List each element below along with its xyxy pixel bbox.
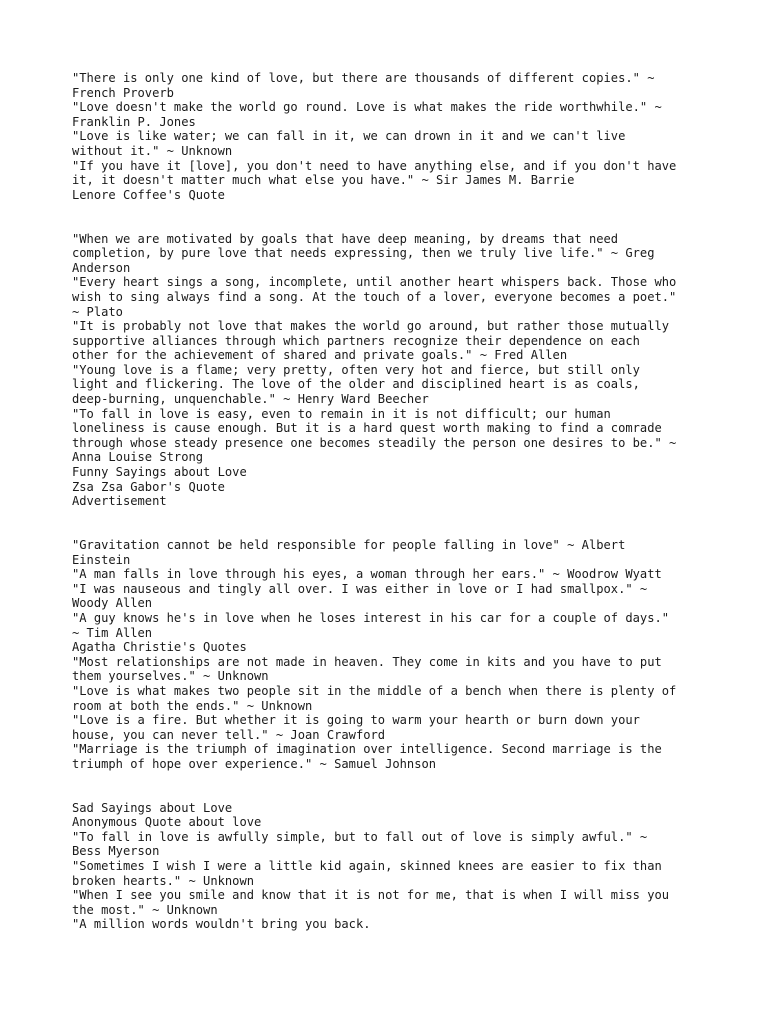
text-line: the most." ~ Unknown bbox=[72, 902, 218, 917]
text-line: "Every heart sings a song, incomplete, until another heart whispers back. Those who bbox=[72, 275, 677, 290]
text-line: "Love is like water; we can fall in it, we can drown in it and we can't live bbox=[72, 129, 626, 144]
text-line: broken hearts." ~ Unknown bbox=[72, 873, 255, 888]
text-line: Zsa Zsa Gabor's Quote bbox=[72, 479, 225, 494]
text-line: "Love is what makes two people sit in the middle of a bench when there is plenty of bbox=[72, 683, 677, 698]
text-line: "Young love is a flame; very pretty, often very hot and fierce, but still only bbox=[72, 362, 640, 377]
text-line: "Gravitation cannot be held responsible for people falling in love" ~ Albert bbox=[72, 538, 626, 552]
text-line: "I was nauseous and tingly all over. I was either in love or I had smallpox." ~ bbox=[72, 581, 648, 596]
text-line: wish to sing always find a song. At the touch of a lover, everyone becomes a poet." bbox=[72, 289, 677, 304]
text-line: ~ Tim Allen bbox=[72, 625, 153, 640]
text-line: "When we are motivated by goals that have deep meaning, by dreams that need bbox=[72, 231, 619, 246]
text-line: deep-burning, unquenchable." ~ Henry Ward Beecher bbox=[72, 392, 429, 407]
text-section bbox=[72, 801, 702, 932]
text-line: Franklin P. Jones bbox=[72, 114, 196, 129]
text-line: "When I see you smile and know that it is not for me, that is when I will miss you bbox=[72, 888, 670, 903]
text-line: "There is only one kind of love, but there are thousands of different copies." ~ bbox=[72, 71, 655, 85]
text-line: "A guy knows he's in love when he loses interest in his car for a couple of days." bbox=[72, 610, 670, 625]
text-line: Bess Myerson bbox=[72, 844, 160, 859]
text-line: "Love doesn't make the world go round. Love is what makes the ride worthwhile." ~ bbox=[72, 100, 662, 115]
text-line: completion, by pure love that needs expressing, then we truly live life." ~ Greg bbox=[72, 246, 655, 261]
text-section bbox=[72, 71, 702, 202]
text-line: through whose steady presence one becomes steadily the person one desires to be." ~ bbox=[72, 435, 677, 450]
text-line: Anna Louise Strong bbox=[72, 450, 204, 465]
text-line: supportive alliances through which partners recognize their dependence on each bbox=[72, 333, 640, 348]
text-line: room at both the ends." ~ Unknown bbox=[72, 698, 313, 713]
text-line: "A man falls in love through his eyes, a woman through her ears." ~ Woodrow Wyatt bbox=[72, 567, 662, 582]
text-section bbox=[72, 538, 702, 772]
text-section bbox=[72, 232, 702, 509]
text-line: Advertisement bbox=[72, 494, 167, 509]
text-line: them yourselves." ~ Unknown bbox=[72, 669, 269, 684]
text-line: ~ Plato bbox=[72, 304, 123, 319]
text-line: Agatha Christie's Quotes bbox=[72, 640, 247, 655]
document-body bbox=[72, 71, 702, 932]
text-line: house, you can never tell." ~ Joan Crawford bbox=[72, 727, 386, 742]
text-line: Anderson bbox=[72, 260, 131, 275]
text-line: triumph of hope over experience." ~ Samuel Johnson bbox=[72, 756, 437, 771]
text-line: Sad Sayings about Love bbox=[72, 800, 233, 815]
text-line: "To fall in love is awfully simple, but to fall out of love is simply awful." ~ bbox=[72, 829, 648, 844]
text-line: other for the achievement of shared and private goals." ~ Fred Allen bbox=[72, 348, 568, 363]
text-line: "To fall in love is easy, even to remain in it is not difficult; our human bbox=[72, 406, 611, 421]
text-line: Lenore Coffee's Quote bbox=[72, 187, 225, 202]
text-line: "It is probably not love that makes the world go around, but rather those mutually bbox=[72, 319, 670, 334]
text-line: Anonymous Quote about love bbox=[72, 815, 262, 830]
text-line: "A million words wouldn't bring you back. bbox=[72, 917, 371, 932]
text-line: "Love is a fire. But whether it is going to warm your hearth or burn down your bbox=[72, 713, 640, 728]
text-line: French Proverb bbox=[72, 85, 174, 100]
text-line: "Marriage is the triumph of imagination over intelligence. Second marriage is the bbox=[72, 742, 662, 757]
text-line: Einstein bbox=[72, 552, 131, 567]
text-line: it, it doesn't matter much what else you have." ~ Sir James M. Barrie bbox=[72, 173, 575, 188]
text-line: loneliness is cause enough. But it is a hard quest worth making to find a comrade bbox=[72, 421, 662, 436]
text-line: Funny Sayings about Love bbox=[72, 465, 247, 480]
text-line: "Sometimes I wish I were a little kid again, skinned knees are easier to fix than bbox=[72, 859, 662, 874]
text-line: "Most relationships are not made in heaven. They come in kits and you have to put bbox=[72, 654, 662, 669]
text-line: light and flickering. The love of the older and disciplined heart is as coals, bbox=[72, 377, 640, 392]
text-line: "If you have it [love], you don't need to have anything else, and if you don't have bbox=[72, 158, 677, 173]
text-line: Woody Allen bbox=[72, 596, 153, 611]
text-line: without it." ~ Unknown bbox=[72, 143, 233, 158]
